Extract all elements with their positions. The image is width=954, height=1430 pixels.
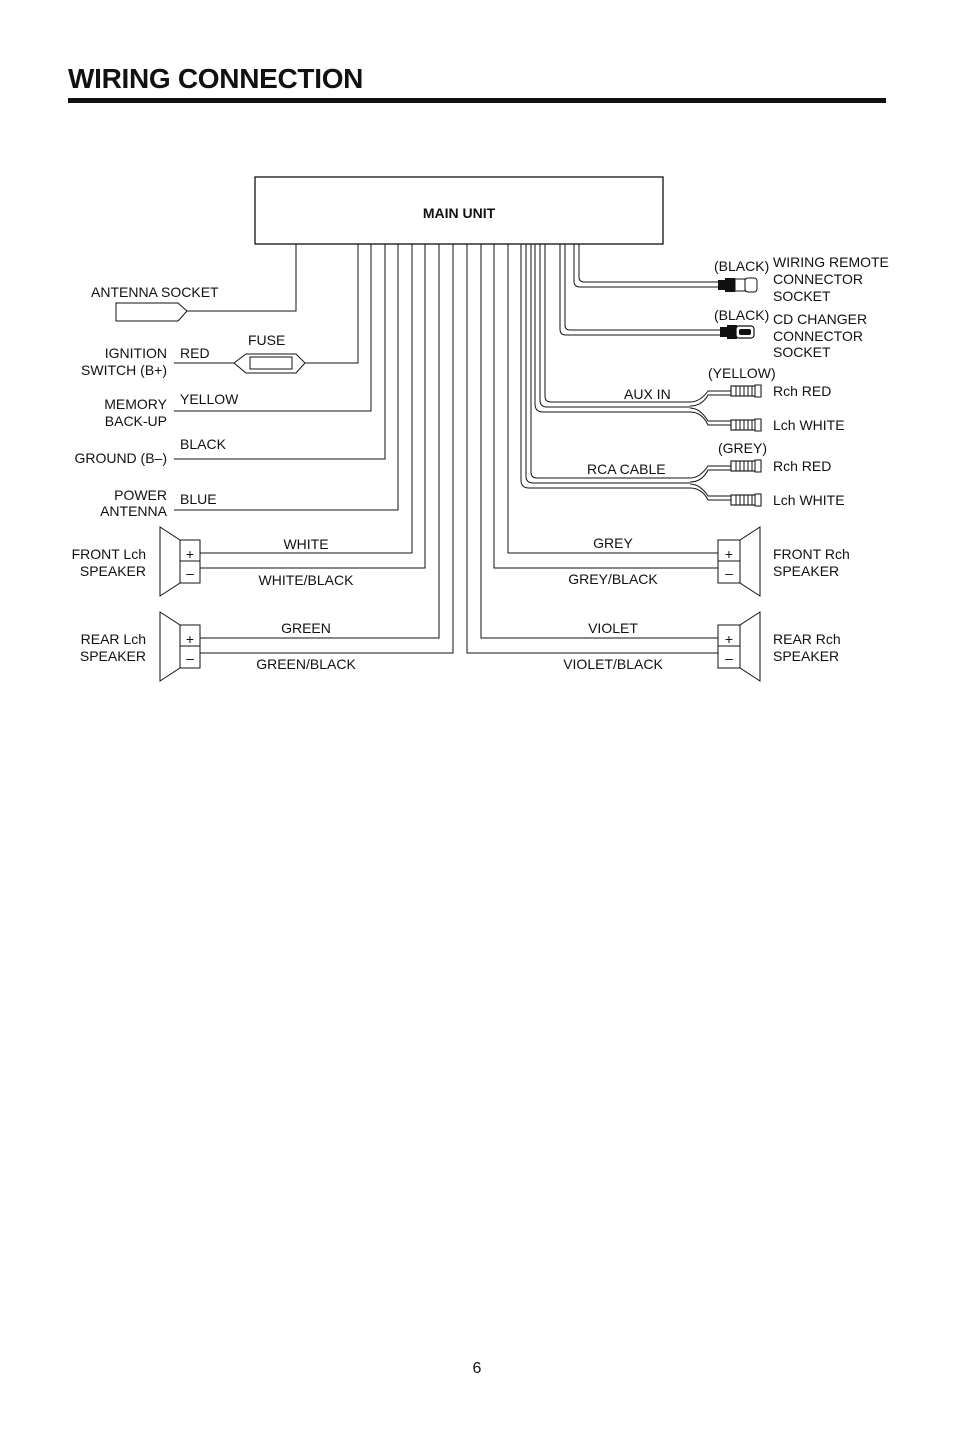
front-lch-minus-wire: WHITE/BLACK bbox=[258, 572, 354, 588]
front-rch-minus-wire: GREY/BLACK bbox=[568, 571, 658, 587]
cd-label-1: CD CHANGER bbox=[773, 311, 868, 327]
ignition-label-1: IGNITION bbox=[104, 345, 167, 361]
wiring-remote-connector bbox=[574, 244, 889, 304]
ground-wire-color: BLACK bbox=[180, 436, 226, 452]
power-antenna-label-2: ANTENNA bbox=[100, 503, 167, 519]
rear-lch-label-1: REAR Lch bbox=[80, 631, 146, 647]
plus-sign: + bbox=[724, 631, 734, 647]
rca-label: RCA CABLE bbox=[587, 461, 666, 477]
memory-wire-color: YELLOW bbox=[180, 391, 239, 407]
rca-lch-label: Lch WHITE bbox=[773, 492, 845, 508]
front-rch-label-2: SPEAKER bbox=[773, 563, 840, 579]
plus-sign: + bbox=[724, 546, 734, 562]
page-number: 6 bbox=[472, 1360, 482, 1377]
front-rch-label-1: FRONT Rch bbox=[773, 546, 850, 562]
rca-color: (GREY) bbox=[718, 440, 767, 456]
minus-sign: – bbox=[186, 565, 194, 581]
antenna-socket-label: ANTENNA SOCKET bbox=[91, 284, 219, 300]
front-lch-label-1: FRONT Lch bbox=[71, 546, 146, 562]
rear-rch-label-2: SPEAKER bbox=[773, 648, 840, 664]
remote-label-1: WIRING REMOTE bbox=[773, 254, 889, 270]
cd-color: (BLACK) bbox=[714, 307, 770, 323]
aux-lch-label: Lch WHITE bbox=[773, 417, 845, 433]
ignition-label-2: SWITCH (B+) bbox=[81, 362, 167, 378]
memory-wire bbox=[104, 244, 371, 429]
main-unit bbox=[255, 177, 663, 244]
aux-rch-label: Rch RED bbox=[773, 383, 832, 399]
fuse-label: FUSE bbox=[248, 332, 286, 348]
minus-sign: – bbox=[186, 650, 194, 666]
remote-color: (BLACK) bbox=[714, 258, 770, 274]
rear-rch-label-1: REAR Rch bbox=[773, 631, 841, 647]
front-rch-plus-wire: GREY bbox=[593, 535, 633, 551]
rear-rch-minus-wire: VIOLET/BLACK bbox=[563, 656, 663, 672]
aux-label: AUX IN bbox=[624, 386, 671, 402]
memory-label-2: BACK-UP bbox=[104, 413, 167, 429]
aux-color: (YELLOW) bbox=[708, 365, 776, 381]
minus-sign: – bbox=[725, 565, 733, 581]
ground-label: GROUND (B–) bbox=[74, 450, 167, 466]
rear-lch-plus-wire: GREEN bbox=[281, 620, 331, 636]
cd-label-3: SOCKET bbox=[773, 344, 831, 360]
rear-lch-label-2: SPEAKER bbox=[79, 648, 146, 664]
ignition-wire-color: RED bbox=[180, 345, 210, 361]
fuse-icon bbox=[234, 354, 305, 373]
cd-label-2: CONNECTOR bbox=[773, 328, 863, 344]
minus-sign: – bbox=[725, 650, 733, 666]
remote-label-2: CONNECTOR bbox=[773, 271, 863, 287]
power-antenna-wire-color: BLUE bbox=[180, 491, 217, 507]
rear-rch-plus-wire: VIOLET bbox=[588, 620, 638, 636]
plus-sign: + bbox=[185, 546, 195, 562]
rear-lch-minus-wire: GREEN/BLACK bbox=[256, 656, 356, 672]
power-antenna-label-1: POWER bbox=[114, 487, 167, 503]
front-lch-plus-wire: WHITE bbox=[283, 536, 329, 552]
main-unit-label: MAIN UNIT bbox=[422, 205, 496, 221]
remote-label-3: SOCKET bbox=[773, 288, 831, 304]
page-title: WIRING CONNECTION bbox=[68, 63, 364, 94]
antenna-socket bbox=[91, 244, 296, 321]
memory-label-1: MEMORY bbox=[104, 396, 167, 412]
front-lch-label-2: SPEAKER bbox=[79, 563, 146, 579]
plus-sign: + bbox=[185, 631, 195, 647]
rca-rch-label: Rch RED bbox=[773, 458, 832, 474]
